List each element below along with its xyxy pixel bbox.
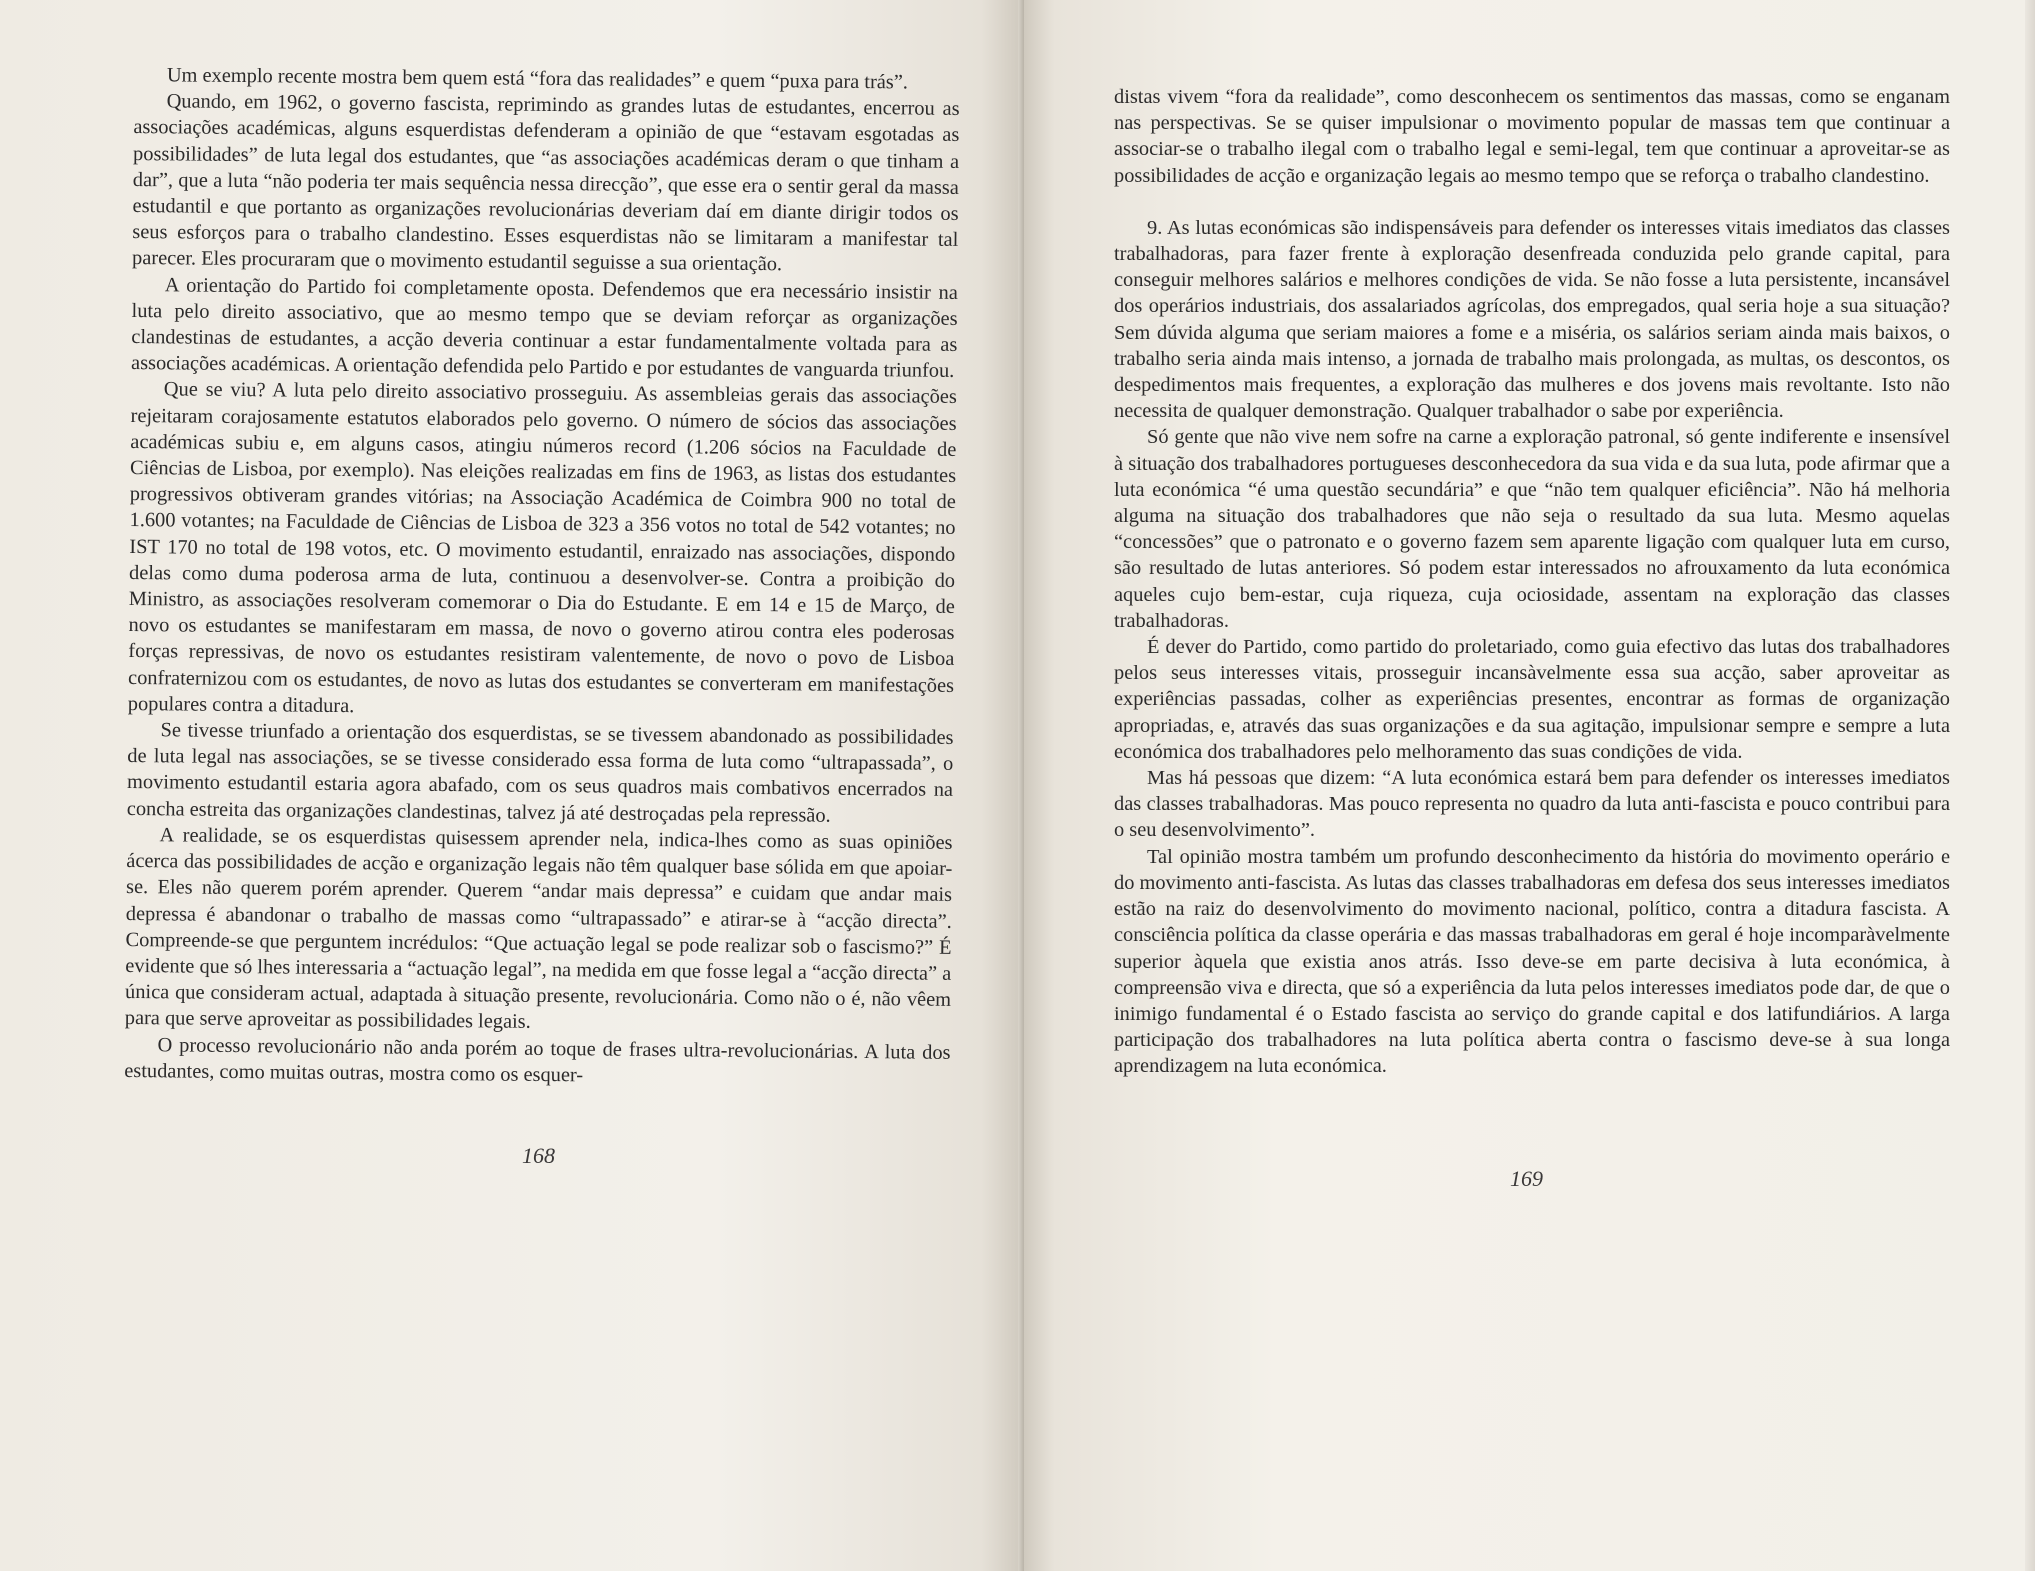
paragraph: Um exemplo recente mostra bem quem está “fora das realidades” e quem “puxa para trás”. xyxy=(166,64,909,94)
page-number: 169 xyxy=(1510,1166,1543,1191)
paragraph: 9. As lutas económicas são indispensáveis para defender os interesses vitais imediatos das classes trabalhadoras, para fazer frente à exploração desenfreada conduzida pelo grande capital, para conseguir melhores salários e melhores condições de vida. Se não fosse a luta persistente, incansável dos operários industriais, dos assalariados agrícolas, dos empregados, qual seria hoje a sua situação? Sem dúvida alguma que seriam maiores a fome e a miséria, os salários seriam ainda mais baixos, o trabalho seria ainda mais intenso, a jornada de trabalho mais prolongada, as multas, os descontos, os despedimentos mais frequentes, a exploração das mulheres e dos jovens mais revoltante. Isto não necessita de qualquer demonstração. Qualquer trabalhador o sabe por experiência. xyxy=(1114,216,1950,423)
paragraph: distas vivem “fora da realidade”, como desconhecem os sentimentos das massas, como se enganam nas perspectivas. Se se quiser impulsionar o movimento popular de massas tem que continuar a associar-se o trabalho ilegal com o trabalho legal e semi-legal, tem que continuar a aproveitar-se as possibilidades de acção e organização legais ao mesmo tempo que se reforça o trabalho clandestino. xyxy=(1114,86,1950,187)
page-edge xyxy=(2025,0,2035,1571)
right-page xyxy=(1024,0,2035,1571)
page-number: 168 xyxy=(522,1143,555,1168)
paragraph: Mas há pessoas que dizem: “A luta económica estará bem para defender os interesses imediatos das classes trabalhadoras. Mas pouco representa no quadro da luta anti-fascista e pouco contribui para o seu desenvolvimento”. xyxy=(1114,767,1950,842)
right-page-body xyxy=(1114,84,1950,1080)
paragraph: A realidade, se os esquerdistas quisessem aprender nela, indica-lhes como as suas opiniões ácerca das possibilidades de acção e organização legais não têm qualquer base sólida em que apoiar-se. Eles não querem porém aprender. Querem “andar mais depressa” e cuidam que andar mais depressa é abandonar o trabalho de massas como “ultrapassado” e atirar-se à “acção directa”. Compreende-se que perguntem incrédulos: “Que actuação legal se pode realizar sob o fascismo?” É evidente que só lhes interessaria a “actuação legal”, na medida em que fosse legal a “acção directa” a única que consideram actual, adaptada à situação presente, revolucionária. Como não o é, não vêem para que serve aproveitar as possibilidades legais. xyxy=(124,824,953,1034)
paragraph: Só gente que não vive nem sofre na carne a exploração patronal, só gente indiferente e insensível à situação dos trabalhadores portugueses desconhecedora da sua vida e da sua luta, pode afirmar que a luta económica “é uma questão secundária” e que “não tem qualquer eficiência”. Não há melhoria alguma na situação dos trabalhadores que não seja o resultado da sua luta. Mesmo aquelas “concessões” que o patronato e o governo fazem sem aparente ligação com qualquer luta em curso, são resultado de lutas anteriores. Só podem estar interessados no afrouxamento da luta económica aqueles cujo bem-estar, cuja riqueza, cuja ociosidade, assentam na exploração das classes trabalhadoras. xyxy=(1114,426,1950,632)
paragraph: Tal opinião mostra também um profundo desconhecimento da história do movimento operário e do movimento anti-fascista. As lutas das classes trabalhadoras em defesa dos seus interesses imediatos estão na raiz do desenvolvimento do movimento nacional, político, contra a ditadura fascista. A consciência política da classe operária e das massas trabalhadoras em geral é hoje incomparàvelmente superior àquela que existia anos atrás. Isso deve-se em parte decisiva à luta económica, à compreensão viva e directa, que só a experiência da luta pelos interesses imediatos pode dar, de que o inimigo fundamental é o Estado fascista ao serviço do grande capital e dos latifundiários. A larga participação dos trabalhadores na luta política aberta contra o fascismo deve-se à sua longa aprendizagem na luta económica. xyxy=(1114,845,1950,1078)
paragraph: Que se viu? A luta pelo direito associativo prosseguiu. As assembleias gerais das associações rejeitaram corajosamente estatutos elaborados pelo governo. O número de sócios das associações académicas subiu e, em alguns casos, atingiu números record (1.206 sócios na Faculdade de Ciências de Lisboa, por exemplo). Nas eleições realizadas em fins de 1963, as listas dos estudantes progressivos obtiveram grandes vitórias; na Associação Académica de Coimbra 900 no total de 1.600 votantes; na Faculdade de Ciências de Lisboa de 323 a 356 votos no total de 542 votantes; no IST 170 no total de 198 votos, etc. O movimento estudantil, enraizado nas associações, dispondo delas como duma poderosa arma de luta, continuou a desenvolver-se. Contra a proibição do Ministro, as associações resolveram comemorar o Dia do Estudante. E em 14 e 15 de Março, de novo os estudantes se manifestaram em massa, de novo o governo atirou contra eles poderosas forças repressivas, de novo os estudantes resistiram valentemente, de novo o povo de Lisboa confraternizou com os estudantes, de novo as lutas dos estudantes se converteram em manifestações populares contra a ditadura. xyxy=(127,378,957,718)
paragraph: A orientação do Partido foi completamente oposta. Defendemos que era necessário insistir na luta pelo direito associativo, que ao mesmo tempo que se deviam reforçar as organizações clandestinas de estudantes, a acção deveria continuar a estar fundamentalmente voltada para as associações académicas. A orientação defendida pelo Partido e por estudantes de vanguarda triunfou. xyxy=(131,273,958,383)
paragraph: Quando, em 1962, o governo fascista, reprimindo as grandes lutas de estudantes, encerrou as associações académicas, alguns esquerdistas defenderam a opinião de que “estavam esgotadas as possibilidades” de luta legal dos estudantes, que “as associações académicas deram o que tinham a dar”, que a luta “não poderia ter mais sequência nessa direcção”, que esse era o sentir geral da massa estudantil e que portanto as organizações revolucionárias deveriam daí em diante dirigir todos os seus esforços para o trabalho clandestino. Esses esquerdistas não se limitaram a manifestar tal parecer. Eles procuraram que o movimento estudantil seguisse a sua orientação. xyxy=(132,90,960,276)
left-page-body xyxy=(124,62,960,1092)
paragraph: É dever do Partido, como partido do proletariado, como guia efectivo das lutas dos trabalhadores pelos seus interesses vitais, prosseguir incansàvelmente essa sua acção, saber aproveitar as experiências passadas, colher as experiências presentes, encontrar as formas de organização apropriadas, e, através das suas organizações e da sua agitação, impulsionar sempre e sempre a luta económica dos trabalhadores pelo melhoramento das suas condições de vida. xyxy=(1114,636,1950,763)
paragraph: O processo revolucionário não anda porém ao toque de frases ultra-revolucionárias. A luta dos estudantes, como muitas outras, mostra como os esquer- xyxy=(124,1033,951,1087)
paragraph: Se tivesse triunfado a orientação dos esquerdistas, se se tivessem abandonado as possibilidades de luta legal nas associações, se se tivesse considerado essa forma de luta como “ultrapassada”, o movimento estudantil estaria agora abafado, com os seus quadros mais combativos encerrados na concha estreita das organizações clandestinas, talvez já até destroçadas pela repressão. xyxy=(126,719,954,827)
